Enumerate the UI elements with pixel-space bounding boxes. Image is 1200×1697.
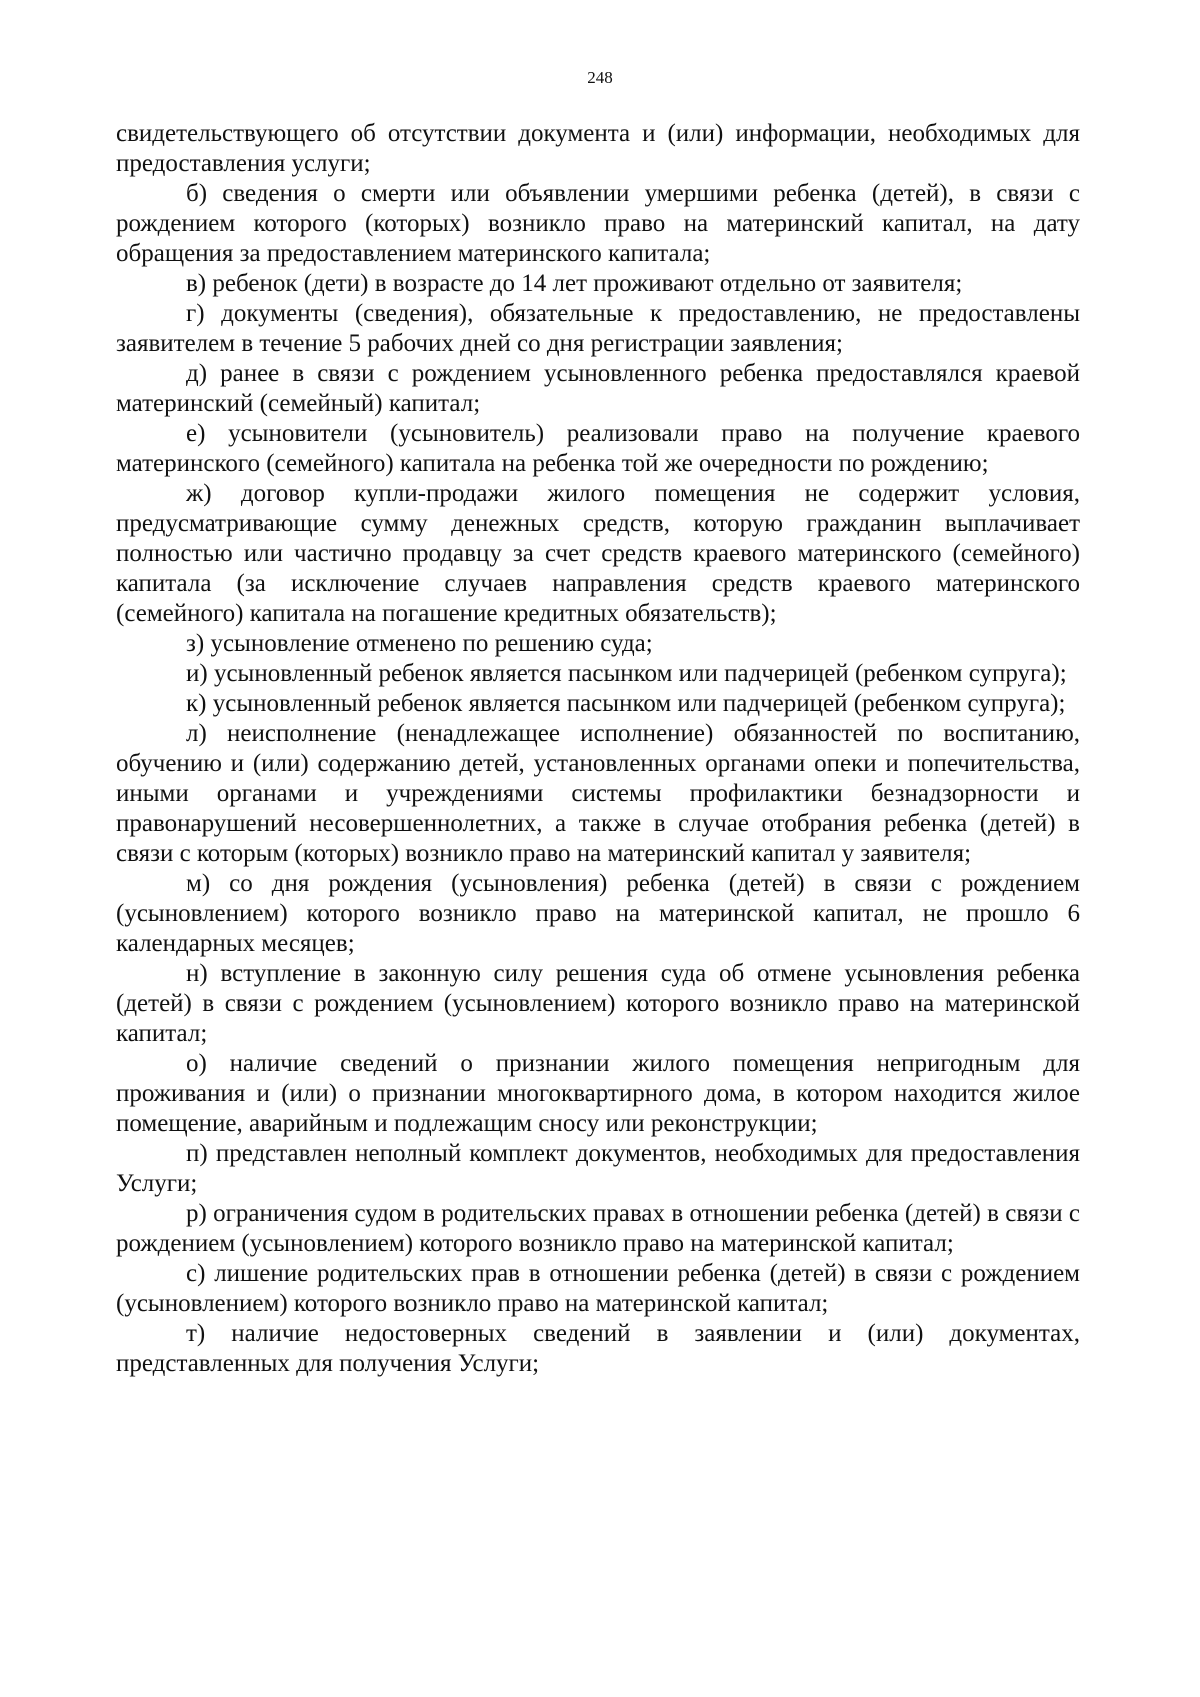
list-item: н) вступление в законную силу решения суда об отмене усыновления ребенка (детей) в связи с рождением (усыновлением) которого возникло право на материнской капитал; xyxy=(116,960,1080,1047)
list-item: е) усыновители (усыновитель) реализовали право на получение краевого материнского (семейного) капитала на ребенка той же очередности по рождению; xyxy=(116,420,1080,477)
list-item: б) сведения о смерти или объявлении умершими ребенка (детей), в связи с рождением которого (которых) возникло право на материнский капитал, на дату обращения за предоставлением материнского капитала; xyxy=(116,180,1080,267)
document-body xyxy=(116,119,1080,1379)
list-item: г) документы (сведения), обязательные к предоставлению, не предоставлены заявителем в течение 5 рабочих дней со дня регистрации заявления; xyxy=(116,300,1080,357)
paragraph-continuation: свидетельствующего об отсутствии документа и (или) информации, необходимых для предоставления услуги; xyxy=(116,120,1080,177)
list-item: с) лишение родительских прав в отношении ребенка (детей) в связи с рождением (усыновлением) которого возникло право на материнской капитал; xyxy=(116,1260,1080,1317)
list-item: ж) договор купли-продажи жилого помещения не содержит условия, предусматривающие сумму денежных средств, которую гражданин выплачивает полностью или частично продавцу за счет средств краевого материнского (семейного) капитала (за исключение случаев направления средств краевого материнского (семейного) капитала на погашение кредитных обязательств); xyxy=(116,480,1080,627)
list-item: п) представлен неполный комплект документов, необходимых для предоставления Услуги; xyxy=(116,1140,1080,1197)
list-item: и) усыновленный ребенок является пасынком или падчерицей (ребенком супруга); xyxy=(186,660,1067,687)
list-item: м) со дня рождения (усыновления) ребенка (детей) в связи с рождением (усыновлением) которого возникло право на материнской капитал, не прошло 6 календарных месяцев; xyxy=(116,870,1080,957)
list-item: о) наличие сведений о признании жилого помещения непригодным для проживания и (или) о признании многоквартирного дома, в котором находится жилое помещение, аварийным и подлежащим сносу или реконструкции; xyxy=(116,1050,1080,1137)
list-item: т) наличие недостоверных сведений в заявлении и (или) документах, представленных для получения Услуги; xyxy=(116,1320,1080,1377)
list-item: р) ограничения судом в родительских правах в отношении ребенка (детей) в связи с рождением (усыновлением) которого возникло право на материнской капитал; xyxy=(116,1200,1080,1257)
page-number: 248 xyxy=(587,68,613,87)
list-item: д) ранее в связи с рождением усыновленного ребенка предоставлялся краевой материнский (семейный) капитал; xyxy=(116,360,1080,417)
list-item: к) усыновленный ребенок является пасынком или падчерицей (ребенком супруга); xyxy=(186,690,1066,717)
list-item: в) ребенок (дети) в возрасте до 14 лет проживают отдельно от заявителя; xyxy=(186,270,963,297)
list-item: л) неисполнение (ненадлежащее исполнение) обязанностей по воспитанию, обучению и (или) содержанию детей, установленных органами опеки и попечительства, иными органами и учреждениями системы профилактики безнадзорности и правонарушений несовершеннолетних, а также в случае отобрания ребенка (детей) в связи с которым (которых) возникло право на материнский капитал у заявителя; xyxy=(116,720,1080,867)
list-item: з) усыновление отменено по решению суда; xyxy=(186,630,653,657)
